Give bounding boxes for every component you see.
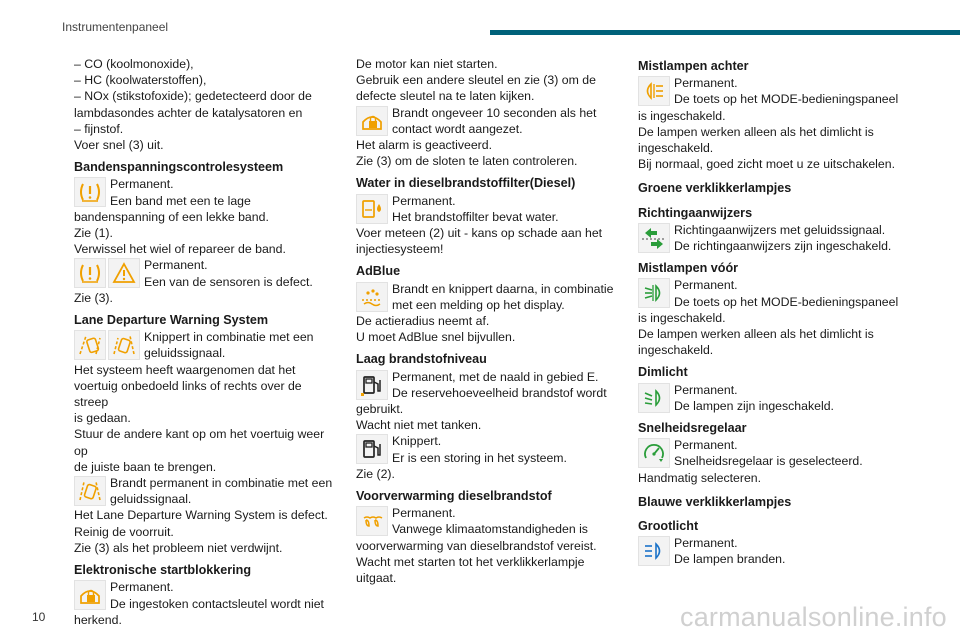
section-heading: AdBlue — [356, 264, 401, 279]
column-1 — [74, 56, 336, 628]
section-heading: Elektronische startblokkering — [74, 563, 252, 578]
watermark: carmanualsonline.info — [680, 602, 947, 632]
text-line: De lampen werken alleen als het dimlicht is — [638, 124, 874, 139]
text-line: De lampen zijn ingeschakeld. — [674, 398, 834, 413]
immobiliser-icon — [74, 580, 106, 610]
dipped-beam-icon — [638, 383, 670, 413]
text-line: Vanwege klimaatomstandigheden is — [392, 522, 588, 537]
column-2 — [356, 56, 618, 586]
text-line: injectiesysteem! — [356, 242, 444, 257]
glow-plug-icon — [356, 506, 388, 536]
text-line: Zie (2). — [356, 466, 395, 481]
alarm-icon — [356, 106, 388, 136]
text-line: Het systeem heeft waargenomen dat het — [74, 362, 296, 377]
text-line: Permanent. — [144, 258, 208, 273]
text-line: – fijnstof. — [74, 121, 124, 136]
text-line: Het brandstoffilter bevat water. — [392, 209, 559, 224]
text-line: Brandt permanent in combinatie met een — [110, 476, 333, 491]
section-heading: Voorverwarming dieselbrandstof — [356, 489, 552, 504]
main-beam-icon — [638, 536, 670, 566]
lane-departure-icon — [74, 476, 106, 506]
text-line: Permanent. — [392, 193, 456, 208]
text-line: Permanent, met de naald in gebied E. — [392, 369, 599, 384]
text-line: Voer meteen (2) uit - kans op schade aan het — [356, 226, 603, 241]
warning-block — [356, 369, 618, 401]
text-line: met een melding op het display. — [392, 297, 565, 312]
text-line: defecte sleutel na te laten kijken. — [356, 89, 535, 104]
text-line: Wacht niet met tanken. — [356, 418, 482, 433]
text-line: Permanent. — [674, 536, 738, 551]
section-heading: Grootlicht — [638, 519, 699, 534]
text-line: Zie (3). — [74, 290, 113, 305]
text-line: De toets op het MODE-bedieningspaneel — [674, 92, 899, 107]
text-line: uitgaat. — [356, 571, 397, 586]
header-title: Instrumentenpaneel — [62, 20, 169, 34]
tyre-pressure-icon — [74, 177, 106, 207]
text-line: Er is een storing in het systeem. — [392, 450, 567, 465]
text-line: Permanent. — [674, 438, 738, 453]
warning-block — [356, 505, 618, 537]
warning-block — [638, 535, 900, 567]
section-heading: Groene verklikkerlampjes — [638, 181, 792, 196]
section-heading: Mistlampen vóór — [638, 261, 739, 276]
rear-fog-icon — [638, 76, 670, 106]
warning-block — [638, 277, 900, 309]
text-line: U moet AdBlue snel bijvullen. — [356, 330, 516, 345]
section-heading: Bandenspanningscontrolesysteem — [74, 160, 284, 175]
water-in-fuel-icon — [356, 194, 388, 224]
text-line: bandenspanning of een lekke band. — [74, 209, 269, 224]
warning-block — [356, 193, 618, 225]
section-heading: Dimlicht — [638, 365, 688, 380]
lane-departure-icon — [74, 330, 106, 360]
text-line: De ingestoken contactsleutel wordt niet — [110, 596, 324, 611]
text-line: Richtingaanwijzers met geluidssignaal. — [674, 222, 886, 237]
text-line: Wacht met starten tot het verklikkerlampje — [356, 554, 585, 569]
warning-block — [638, 75, 900, 107]
text-line: voertuig onbedoeld links of rechts over de streep — [74, 378, 302, 410]
text-line: geluidssignaal. — [144, 346, 226, 361]
section-heading: Lane Departure Warning System — [74, 313, 269, 328]
text-line: Zie (3) als het probleem niet verdwijnt. — [74, 540, 283, 555]
text-line: lambdasondes achter de katalysatoren en — [74, 105, 303, 120]
warning-block — [74, 579, 336, 611]
text-line: Voer snel (3) uit. — [74, 138, 164, 153]
fuel-pump-icon — [356, 434, 388, 464]
text-line: – CO (koolmonoxide), — [74, 57, 194, 71]
text-line: Stuur de andere kant op om het voertuig weer op — [74, 427, 325, 458]
text-line: de juiste baan te brengen. — [74, 459, 217, 474]
tyre-pressure-icon — [74, 258, 106, 288]
text-line: Gebruik een andere sleutel en zie (3) om de — [356, 73, 596, 88]
text-line: is gedaan. — [74, 411, 131, 426]
text-line: De actieradius neemt af. — [356, 314, 490, 329]
text-line: De richtingaanwijzers zijn ingeschakeld. — [674, 239, 892, 254]
front-fog-icon — [638, 278, 670, 308]
text-line: Snelheidsregelaar is geselecteerd. — [674, 454, 863, 469]
sensor-fault-icon — [108, 258, 140, 288]
text-line: Permanent. — [674, 76, 738, 91]
text-line: Het alarm is geactiveerd. — [356, 138, 493, 153]
section-heading: Snelheidsregelaar — [638, 421, 747, 436]
column-3 — [638, 56, 900, 568]
text-line: Reinig de voorruit. — [74, 524, 174, 539]
text-line: is ingeschakeld. — [638, 310, 726, 325]
text-line: De lampen branden. — [674, 552, 786, 567]
warning-block — [74, 475, 336, 507]
text-line: De reservehoeveelheid brandstof wordt — [392, 385, 607, 400]
text-line: Knippert. — [392, 434, 442, 449]
text-line: Bij normaal, goed zicht moet u ze uitschakelen. — [638, 157, 896, 172]
warning-block — [356, 105, 618, 137]
text-line: – NOx (stikstofoxide); gedetecteerd door de — [74, 89, 312, 104]
text-line: Verwissel het wiel of repareer de band. — [74, 242, 286, 257]
text-line: Permanent. — [392, 506, 456, 521]
text-line: De lampen werken alleen als het dimlicht is — [638, 327, 874, 342]
section-heading: Laag brandstofniveau — [356, 352, 487, 367]
text-line: Permanent. — [110, 580, 174, 595]
warning-block — [638, 382, 900, 414]
text-line: Zie (1). — [74, 226, 113, 241]
text-line: herkend. — [74, 612, 122, 627]
text-line: Permanent. — [674, 278, 738, 293]
section-heading: Water in dieselbrandstoffilter(Diesel) — [356, 176, 576, 191]
section-heading: Blauwe verklikkerlampjes — [638, 494, 792, 509]
text-line: gebruikt. — [356, 402, 404, 417]
header-accent-bar — [490, 30, 960, 35]
text-line: Permanent. — [110, 177, 174, 192]
page-number: 10 — [32, 610, 46, 624]
text-line: ingeschakeld. — [638, 141, 714, 156]
fuel-pump-icon — [356, 370, 388, 400]
warning-block — [74, 176, 336, 208]
text-line: Brandt en knippert daarna, in combinatie — [392, 281, 614, 296]
direction-indicators-icon — [638, 223, 670, 253]
text-line: is ingeschakeld. — [638, 108, 726, 123]
text-line: Brandt ongeveer 10 seconden als het — [392, 105, 597, 120]
warning-block — [74, 329, 336, 361]
text-line: De motor kan niet starten. — [356, 57, 498, 71]
text-line: Een band met een te lage — [110, 193, 251, 208]
text-line: Permanent. — [674, 382, 738, 397]
text-line: Zie (3) om de sloten te laten controleren. — [356, 154, 578, 169]
text-line: Het Lane Departure Warning System is defect. — [74, 508, 328, 523]
lane-departure-icon — [108, 330, 140, 360]
intro-text — [74, 56, 336, 153]
text-line: Knippert in combinatie met een — [144, 330, 314, 345]
text-line: contact wordt aangezet. — [392, 121, 523, 136]
warning-block — [638, 437, 900, 469]
text-line: ingeschakeld. — [638, 343, 714, 358]
text-line: Een van de sensoren is defect. — [144, 274, 313, 289]
warning-block — [638, 222, 900, 254]
warning-block — [356, 433, 618, 465]
section-heading: Mistlampen achter — [638, 59, 749, 73]
cruise-control-icon — [638, 438, 670, 468]
text-line: – HC (koolwaterstoffen), — [74, 73, 207, 88]
warning-block — [356, 281, 618, 313]
warning-block — [74, 257, 336, 289]
adblue-icon — [356, 282, 388, 312]
section-heading: Richtingaanwijzers — [638, 205, 753, 220]
text-line: geluidssignaal. — [110, 492, 192, 507]
text-line: Handmatig selecteren. — [638, 470, 762, 485]
text-line: De toets op het MODE-bedieningspaneel — [674, 294, 899, 309]
text-line: voorverwarming van dieselbrandstof vereist. — [356, 538, 597, 553]
